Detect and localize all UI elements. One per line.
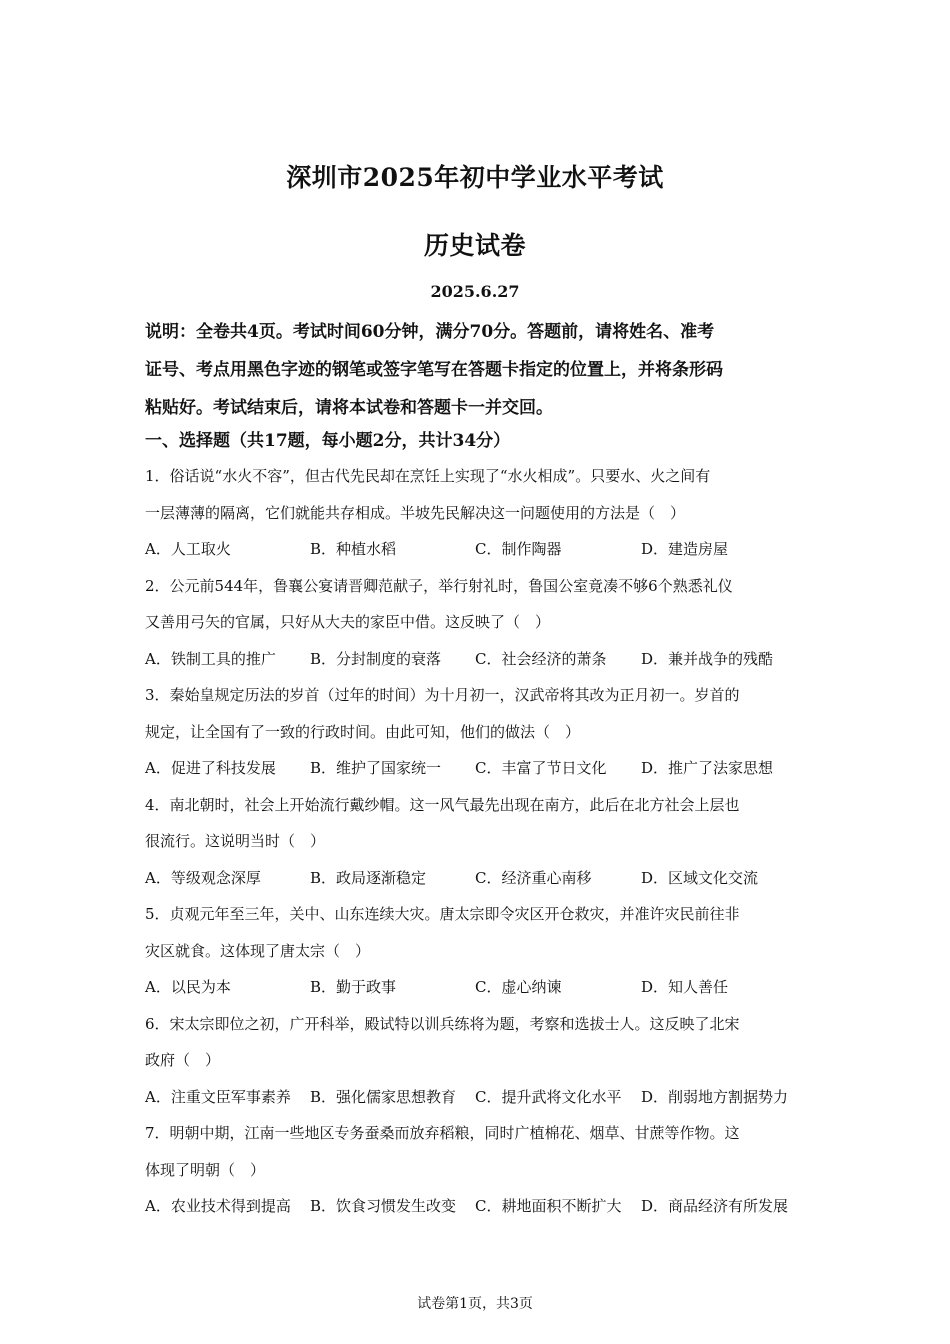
question-options — [145, 969, 810, 1006]
option-d: D．削弱地方割据势力 — [641, 1087, 789, 1106]
option-c: C．经济重心南移 — [475, 868, 592, 887]
question-5 — [145, 896, 810, 1006]
section-heading: 一、选择题（共17题，每小题2分，共计34分） — [145, 431, 511, 451]
option-c: C．耕地面积不断扩大 — [475, 1197, 622, 1215]
question-options — [145, 1079, 810, 1116]
option-b: B．强化儒家思想教育 — [310, 1087, 457, 1106]
option-d: D．知人善任 — [641, 978, 729, 996]
option-c: C．虚心纳谏 — [475, 978, 562, 996]
instructions-line: 粘贴好。考试结束后，请将本试卷和答题卡一并交回。 — [145, 398, 553, 418]
question-stem-line: 灾区就食。这体现了唐太宗（ ） — [145, 941, 371, 960]
option-a: A．促进了科技发展 — [145, 759, 276, 777]
question-options — [145, 860, 810, 897]
option-d: D．兼并战争的残酷 — [641, 649, 774, 668]
question-options — [145, 750, 810, 787]
option-d: D．区域文化交流 — [641, 868, 759, 887]
question-stem-line: 5．贞观元年至三年，关中、山东连续大灾。唐太宗即令灾区开仓救灾，并准许灾民前往非 — [145, 905, 740, 923]
question-stem-line: 又善用弓矢的官属，只好从大夫的家臣中借。这反映了（ ） — [145, 613, 551, 631]
option-b: B．政局逐渐稳定 — [310, 868, 427, 887]
option-b: B．种植水稻 — [310, 540, 397, 558]
option-a: A．以民为本 — [145, 978, 231, 996]
option-d: D．建造房屋 — [641, 540, 729, 558]
question-3 — [145, 677, 810, 787]
option-c: C．丰富了节日文化 — [475, 759, 607, 777]
question-7 — [145, 1115, 810, 1225]
option-d: D．商品经济有所发展 — [641, 1197, 789, 1215]
question-list — [145, 458, 810, 1225]
option-c: C．制作陶器 — [475, 540, 562, 558]
option-b: B．分封制度的衰落 — [310, 649, 442, 668]
option-b: B．饮食习惯发生改变 — [310, 1197, 457, 1215]
question-stem-line: 1．俗话说“水火不容”，但古代先民却在烹饪上实现了“水火相成”。只要水、火之间有 — [145, 467, 711, 485]
option-a: A．铁制工具的推广 — [145, 649, 276, 668]
question-stem-line: 4．南北朝时，社会上开始流行戴纱帽。这一风气最先出现在南方，此后在北方社会上层也 — [145, 795, 740, 814]
option-c: C．提升武将文化水平 — [475, 1087, 622, 1106]
question-stem-line: 3．秦始皇规定历法的岁首（过年的时间）为十月初一，汉武帝将其改为正月初一。岁首的 — [145, 686, 740, 704]
instructions-line: 证号、考点用黑色字迹的钢笔或签字笔写在答题卡指定的位置上，并将条形码 — [145, 360, 723, 380]
question-stem-line: 很流行。这说明当时（ ） — [145, 832, 326, 850]
question-stem-line: 体现了明朝（ ） — [145, 1160, 266, 1179]
question-stem-line: 2．公元前544年，鲁襄公宴请晋卿范献子，举行射礼时，鲁国公室竟凑不够6个熟悉礼仪 — [145, 576, 733, 595]
question-6 — [145, 1006, 810, 1116]
option-c: C．社会经济的萧条 — [475, 649, 607, 668]
exam-title: 深圳市2025年初中学业水平考试 — [286, 163, 664, 192]
option-d: D．推广了法家思想 — [641, 759, 774, 777]
question-1 — [145, 458, 810, 568]
question-options — [145, 641, 810, 678]
question-options — [145, 531, 810, 568]
question-stem-line: 6．宋太宗即位之初，广开科举，殿试特以训兵练将为题，考察和选拔士人。这反映了北宋 — [145, 1014, 740, 1033]
option-a: A．农业技术得到提高 — [145, 1197, 291, 1215]
option-b: B．维护了国家统一 — [310, 759, 442, 777]
instructions-line: 说明：全卷共4页。考试时间60分钟，满分70分。答题前，请将姓名、准考 — [145, 322, 715, 342]
option-a: A．注重文臣军事素养 — [145, 1087, 291, 1106]
option-b: B．勤于政事 — [310, 978, 397, 996]
option-a: A．等级观念深厚 — [145, 868, 261, 887]
question-stem-line: 规定，让全国有了一致的行政时间。由此可知，他们的做法（ ） — [145, 722, 581, 741]
option-a: A．人工取火 — [145, 540, 231, 558]
question-options — [145, 1188, 810, 1225]
question-stem-line: 7．明朝中期，江南一些地区专务蚕桑而放弃稻粮，同时广植棉花、烟草、甘蔗等作物。这 — [145, 1124, 740, 1142]
question-stem-line: 一层薄薄的隔离，它们就能共存相成。半坡先民解决这一问题使用的方法是（ ） — [145, 503, 686, 522]
question-stem-line: 政府（ ） — [145, 1051, 221, 1069]
exam-date: 2025.6.27 — [430, 282, 520, 301]
page-footer: 试卷第1页，共3页 — [417, 1296, 533, 1312]
exam-subtitle: 历史试卷 — [423, 231, 526, 260]
question-2 — [145, 568, 810, 678]
instructions-block — [145, 313, 810, 427]
question-4 — [145, 787, 810, 897]
